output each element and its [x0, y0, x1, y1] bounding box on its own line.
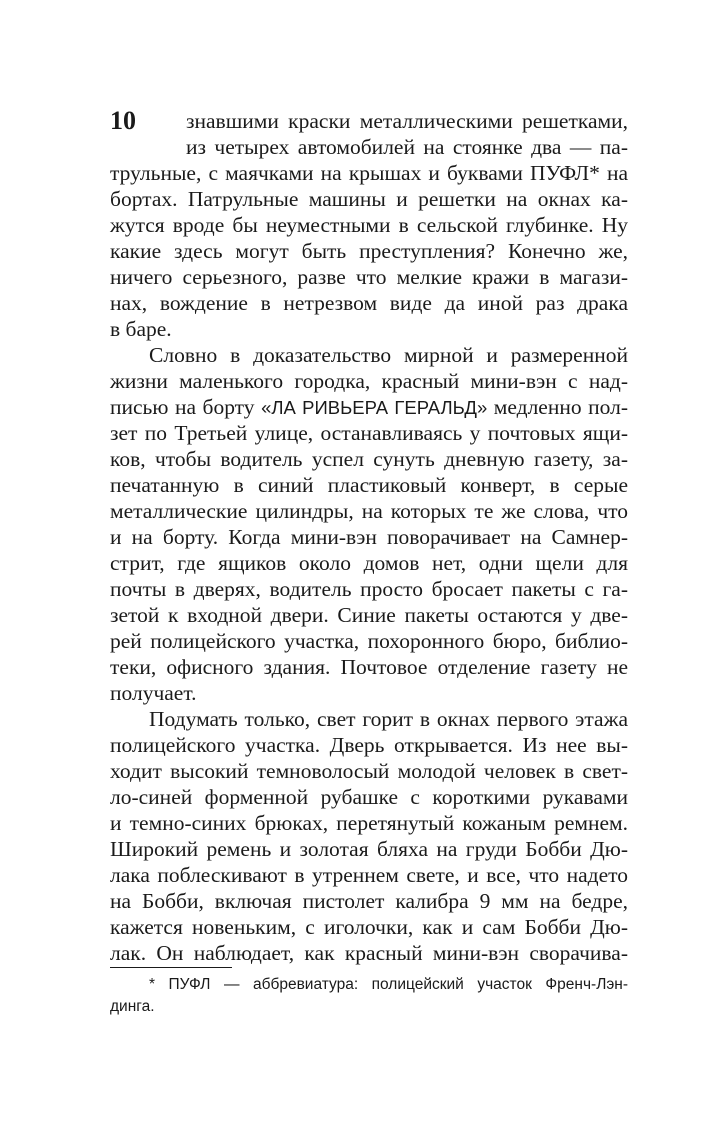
text-line: Широкий ремень и золотая бляха на груди Бобби Дю-	[110, 837, 628, 861]
text-line: почты в дверях, водитель просто бросает пакеты с га-	[110, 577, 628, 601]
footnote-line: динга.	[110, 998, 155, 1015]
footnote-divider	[110, 967, 232, 968]
text-line: рей полицейского участка, похоронного бюро, библио-	[110, 629, 628, 653]
text-line: жизни маленького городка, красный мини-вэн с над-	[110, 369, 628, 393]
text-line: Подумать только, свет горит в окнах первого этажа	[149, 707, 628, 731]
text-line: знавшими краски металлическими решетками,	[186, 109, 628, 133]
text-line: жутся вроде бы неуместными в сельской глубинке. Ну	[110, 213, 628, 237]
page-number: 10	[110, 106, 136, 135]
text-line: стрит, где ящиков около домов нет, одни щели для	[110, 551, 628, 575]
text-line: бортах. Патрульные машины и решетки на окнах ка-	[110, 187, 628, 211]
text-line: металлические цилиндры, на которых те же слова, что	[110, 499, 628, 523]
text-line: лака поблескивают в утреннем свете, и все, что надето	[110, 863, 628, 887]
text-line: какие здесь могут быть преступления? Конечно же,	[110, 239, 628, 263]
text-line: теки, офисного здания. Почтовое отделение газету не	[110, 655, 628, 679]
text-line: ничего серьезного, разве что мелкие кражи в магази-	[110, 265, 628, 289]
footnote-line: * ПУФЛ — аббревиатура: полицейский участок Френч-Лэн-	[149, 976, 628, 993]
text-line: полицейского участка. Дверь открывается. Из нее вы-	[110, 733, 628, 757]
text-line: в баре.	[110, 317, 172, 341]
text-line: и темно-синих брюках, перетянутый кожаным ремнем.	[110, 811, 628, 835]
text-line: Словно в доказательство мирной и размеренной	[149, 343, 628, 367]
text-line: зет по Третьей улице, останавливаясь у почтовых ящи-	[110, 421, 628, 445]
text-line: печатанную в синий пластиковый конверт, в серые	[110, 473, 628, 497]
text-line: и на борту. Когда мини-вэн поворачивает на Самнер-	[110, 525, 628, 549]
text-line: ло-синей форменной рубашке с короткими рукавами	[110, 785, 628, 809]
text-fragment: медленно пол-	[487, 395, 628, 419]
text-line: получает.	[110, 681, 197, 705]
text-line: лак. Он наблюдает, как красный мини-вэн сворачива-	[110, 941, 628, 965]
newspaper-name: «ЛА РИВЬЕРА ГЕРАЛЬД»	[261, 397, 488, 418]
text-line: ков, чтобы водитель успел сунуть дневную газету, за-	[110, 447, 628, 471]
text-fragment: писью на борту	[110, 395, 262, 419]
text-line: нах, вождение в нетрезвом виде да иной раз драка	[110, 291, 628, 315]
text-line-with-newspaper-name	[110, 394, 628, 421]
text-line: на Бобби, включая пистолет калибра 9 мм на бедре,	[110, 889, 628, 913]
text-line: ходит высокий темноволосый молодой человек в свет-	[110, 759, 628, 783]
text-line: трульные, с маячками на крышах и буквами ПУФЛ* на	[110, 161, 628, 185]
text-line: зетой к входной двери. Синие пакеты остаются у две-	[110, 603, 628, 627]
text-line: из четырех автомобилей на стоянке два — па-	[186, 135, 628, 159]
text-line: кажется новеньким, с иголочки, как и сам Бобби Дю-	[110, 915, 628, 939]
